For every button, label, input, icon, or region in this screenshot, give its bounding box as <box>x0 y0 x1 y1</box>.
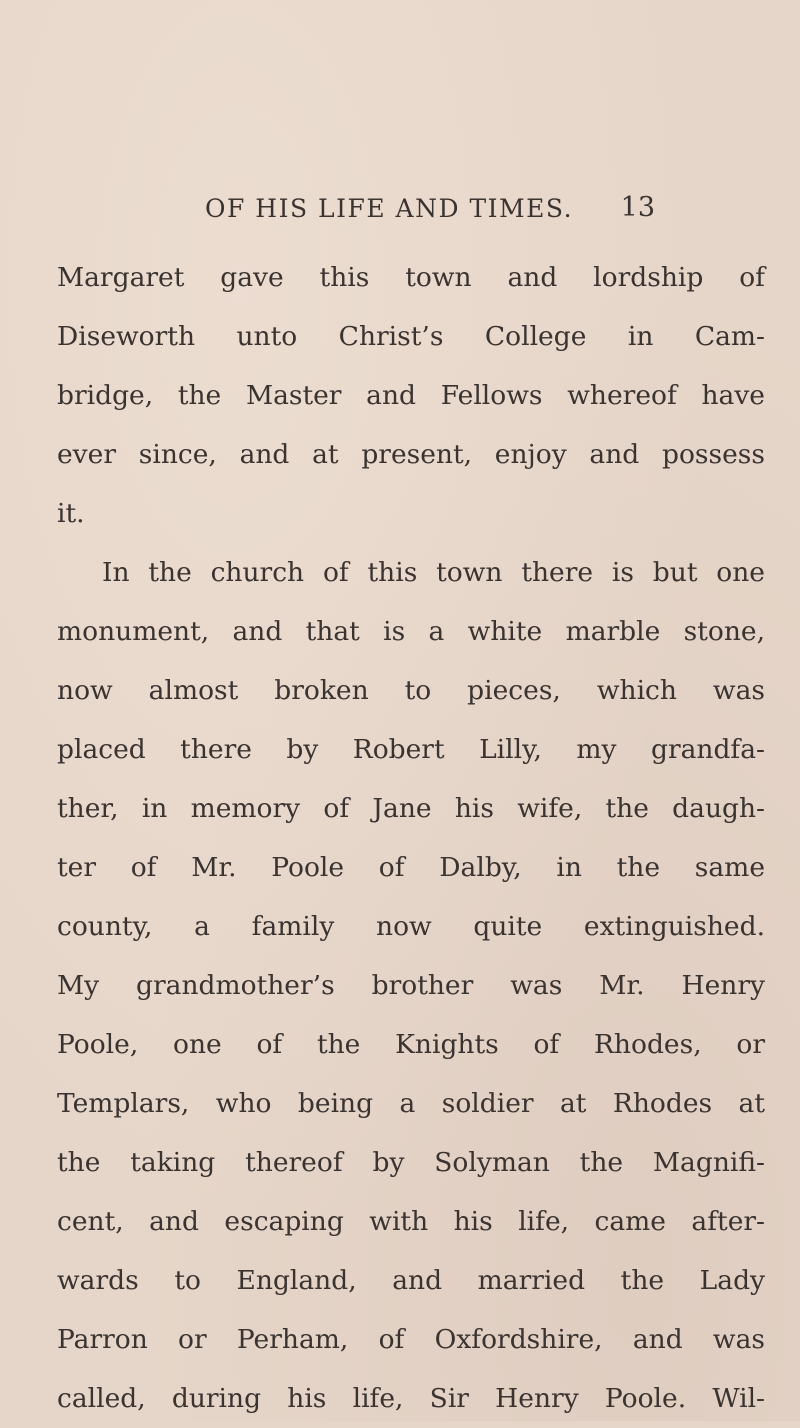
text-line: My grandmother’s brother was Mr. Henry <box>57 970 765 1001</box>
text-line: monument, and that is a white marble stone, <box>57 616 765 647</box>
text-line: Parron or Perham, of Oxfordshire, and was <box>57 1324 765 1355</box>
text-line: Margaret gave this town and lordship of <box>57 262 765 293</box>
body-text <box>57 248 765 1428</box>
text-line: wards to England, and married the Lady <box>57 1265 765 1296</box>
page-number: 13 <box>620 192 655 223</box>
text-line: ever since, and at present, enjoy and possess <box>57 439 765 470</box>
text-line: called, during his life, Sir Henry Poole. Wil- <box>57 1383 765 1414</box>
text-line: ther, in memory of Jane his wife, the daugh- <box>57 793 765 824</box>
text-line: Templars, who being a soldier at Rhodes at <box>57 1088 765 1119</box>
text-line: it. <box>57 498 85 529</box>
text-line: county, a family now quite extinguished. <box>57 911 765 942</box>
text-line: placed there by Robert Lilly, my grandfa- <box>57 734 765 765</box>
text-line: now almost broken to pieces, which was <box>57 675 765 706</box>
text-line: bridge, the Master and Fellows whereof have <box>57 380 765 411</box>
text-line: cent, and escaping with his life, came after- <box>57 1206 765 1237</box>
text-line: Poole, one of the Knights of Rhodes, or <box>57 1029 765 1060</box>
page-header <box>205 194 655 234</box>
text-line: the taking thereof by Solyman the Magnifi- <box>57 1147 765 1178</box>
text-line: In the church of this town there is but one <box>102 557 765 588</box>
text-line: ter of Mr. Poole of Dalby, in the same <box>57 852 765 883</box>
running-title: OF HIS LIFE AND TIMES. <box>205 194 574 223</box>
text-line: Diseworth unto Christ’s College in Cam- <box>57 321 765 352</box>
